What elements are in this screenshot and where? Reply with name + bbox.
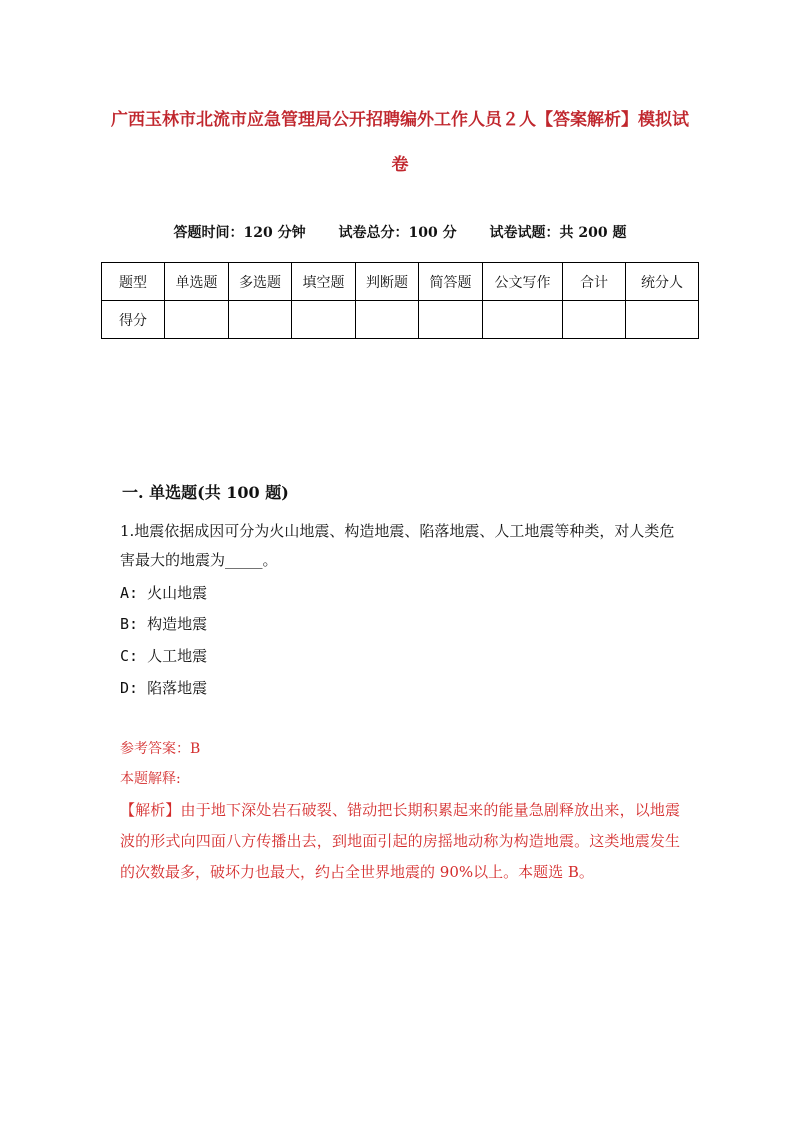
score-table bbox=[101, 262, 699, 339]
option-c[interactable] bbox=[120, 645, 207, 666]
score-table-header: 统分人 bbox=[626, 263, 699, 301]
score-table-header: 填空题 bbox=[292, 263, 356, 301]
section-title: 一. 单选题(共 100 题) bbox=[122, 483, 289, 502]
score-cell[interactable] bbox=[626, 301, 699, 339]
reference-answer: 参考答案：B bbox=[120, 741, 201, 757]
score-cell[interactable] bbox=[229, 301, 292, 339]
exam-total-score: 试卷总分：100 分 bbox=[338, 225, 457, 241]
score-table-header: 多选题 bbox=[229, 263, 292, 301]
exam-meta bbox=[100, 222, 700, 242]
score-table-header: 单选题 bbox=[165, 263, 229, 301]
option-text: 陷落地震 bbox=[147, 679, 208, 697]
explanation-label: 本题解释: bbox=[120, 771, 181, 787]
score-table-header: 判断题 bbox=[356, 263, 419, 301]
exam-time: 答题时间：120 分钟 bbox=[173, 225, 306, 241]
score-table-header: 公文写作 bbox=[483, 263, 563, 301]
question-text: 1.地震依据成因可分为火山地震、构造地震、陷落地震、人工地震等种类，对人类危害最大的地震为_____。 bbox=[120, 522, 675, 569]
exam-title: 广西玉林市北流市应急管理局公开招聘编外工作人员２人【答案解析】模拟试卷 bbox=[111, 110, 689, 175]
option-b[interactable] bbox=[120, 613, 207, 634]
option-key: C: bbox=[120, 647, 139, 665]
option-text: 火山地震 bbox=[147, 584, 208, 602]
option-d[interactable] bbox=[120, 677, 207, 698]
score-table-score-row bbox=[102, 301, 699, 339]
option-text: 人工地震 bbox=[147, 647, 208, 665]
score-cell[interactable] bbox=[419, 301, 483, 339]
exam-total-questions: 试卷试题：共 200 题 bbox=[489, 225, 627, 241]
option-key: A: bbox=[120, 584, 139, 602]
option-key: D: bbox=[120, 679, 139, 697]
explanation-text: 【解析】由于地下深处岩石破裂、错动把长期积累起来的能量急剧释放出来，以地震波的形式向四面八方传播出去，到地面引起的房摇地动称为构造地震。这类地震发生的次数最多，破坏力也最大，约占全世界地震的 90%以上。本题选 B。 bbox=[120, 801, 680, 881]
score-cell[interactable] bbox=[483, 301, 563, 339]
option-a[interactable] bbox=[120, 582, 207, 603]
score-table-header: 简答题 bbox=[419, 263, 483, 301]
score-cell[interactable] bbox=[292, 301, 356, 339]
score-cell[interactable] bbox=[563, 301, 626, 339]
score-table-header: 题型 bbox=[102, 263, 165, 301]
score-table-header-row bbox=[102, 263, 699, 301]
option-key: B: bbox=[120, 615, 139, 633]
score-table-header: 合计 bbox=[563, 263, 626, 301]
score-row-label: 得分 bbox=[102, 301, 165, 339]
score-cell[interactable] bbox=[165, 301, 229, 339]
option-text: 构造地震 bbox=[147, 615, 208, 633]
score-cell[interactable] bbox=[356, 301, 419, 339]
